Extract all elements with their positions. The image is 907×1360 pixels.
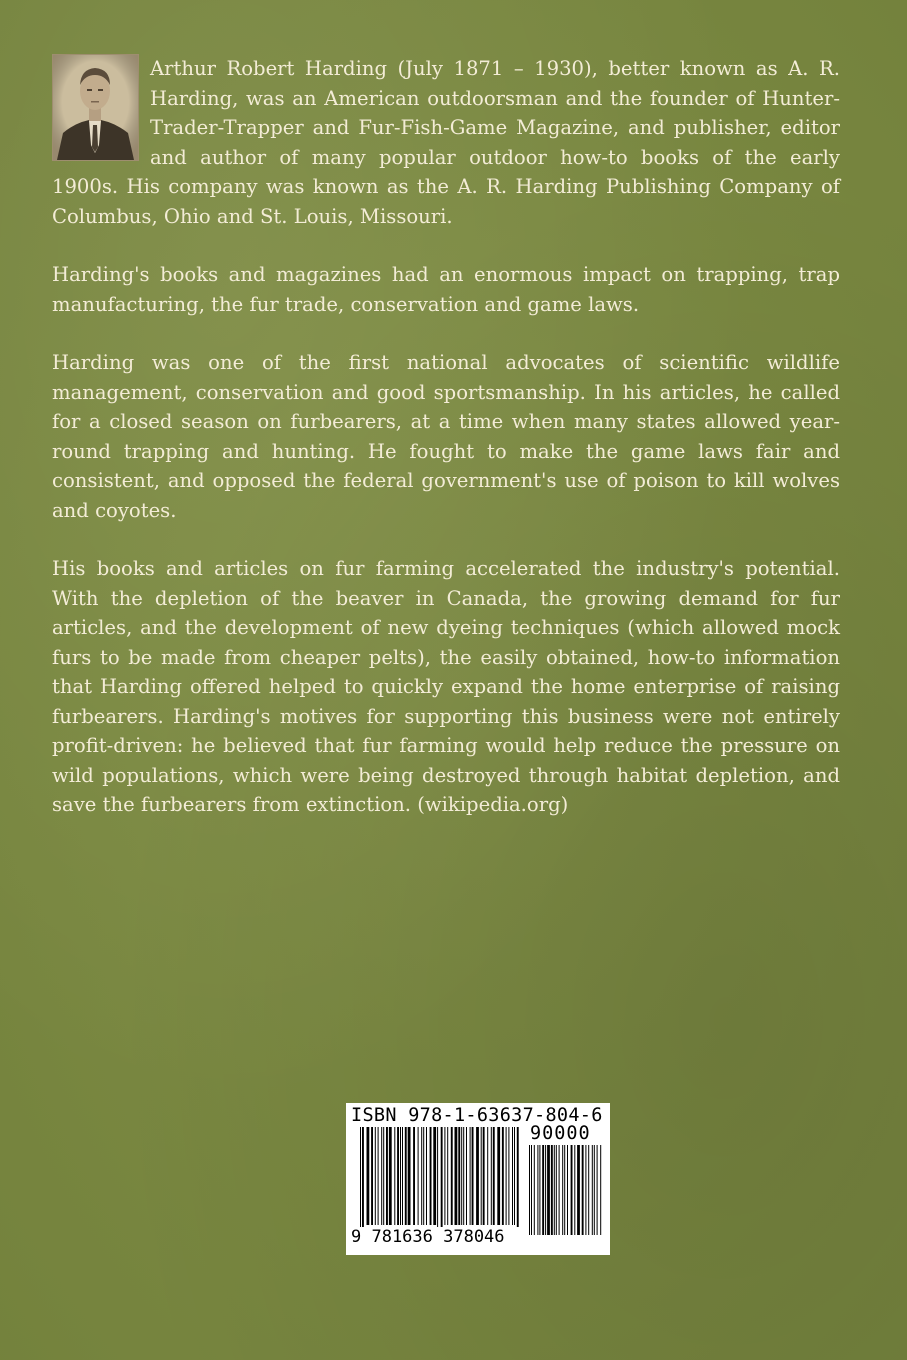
barcode-bar [466, 1127, 467, 1225]
barcode-bar [491, 1127, 492, 1225]
barcode-bar [497, 1127, 500, 1225]
barcode-bar [567, 1145, 568, 1235]
barcode-bar [455, 1127, 458, 1225]
barcode-bar [433, 1127, 436, 1225]
barcode-bar [594, 1145, 595, 1235]
barcode-bar [585, 1145, 586, 1235]
barcode-bar [542, 1145, 544, 1235]
barcode-bar [481, 1127, 482, 1225]
barcode-bar [582, 1145, 584, 1235]
barcode-bar [517, 1127, 519, 1235]
barcode-bar [547, 1145, 550, 1235]
back-cover-text [52, 54, 840, 849]
barcode-bar [537, 1145, 538, 1235]
barcode-bar [400, 1127, 401, 1225]
barcode-bar [463, 1127, 464, 1225]
barcode-bar [461, 1127, 462, 1225]
barcode-bar [574, 1145, 575, 1235]
barcode-bar [430, 1127, 432, 1225]
barcode-bar [493, 1127, 495, 1225]
barcode-bar [600, 1145, 601, 1235]
barcode-bar [360, 1127, 361, 1235]
barcode-bar [394, 1127, 395, 1225]
addon-bars [529, 1145, 604, 1245]
barcode-bar [447, 1127, 448, 1225]
barcode-bar [597, 1145, 598, 1235]
barcode-bar [402, 1127, 403, 1225]
barcode-bar [381, 1127, 382, 1225]
barcode-bar [437, 1127, 438, 1235]
author-portrait-icon [52, 54, 139, 161]
barcode-bar [421, 1127, 422, 1225]
barcode-bar [383, 1127, 384, 1225]
barcode-bar [408, 1127, 411, 1225]
barcode-bar [418, 1127, 419, 1225]
barcode-bar [472, 1127, 474, 1225]
barcode-bar [386, 1127, 388, 1225]
barcode-bar [441, 1127, 443, 1235]
barcode-bar [362, 1127, 364, 1235]
barcode-bar [502, 1127, 504, 1225]
barcode-bar [375, 1127, 376, 1225]
barcode-bar [571, 1145, 573, 1235]
barcode-bar [389, 1127, 392, 1225]
barcode-bar [378, 1127, 379, 1225]
barcode-bar [451, 1127, 453, 1225]
barcode-bar [529, 1145, 530, 1235]
barcode-bar [506, 1127, 507, 1225]
barcode-bar [564, 1145, 565, 1235]
barcode-bar [508, 1127, 509, 1225]
isbn-label: ISBN 978-1-63637-804-6 [351, 1105, 603, 1126]
barcode-bar [512, 1127, 513, 1225]
paragraph-3: Harding was one of the first national advocates of scientific wildlife management, conservation and good sportsmanship. In his articles, he called for a closed season on furbearers, at a time when many states allowed year-round trapping and hunting. He fought to make the game laws fair and consistent, and opposed the federal government's use of poison to kill wolves and coyotes. [52, 351, 840, 522]
barcode-bar [556, 1145, 557, 1235]
barcode-bar [426, 1127, 427, 1225]
barcode-bar [592, 1145, 593, 1235]
barcode-bar [413, 1127, 415, 1225]
barcode-bar [367, 1127, 370, 1225]
price-code: 90000 [530, 1123, 591, 1144]
barcode-bar [539, 1145, 540, 1235]
barcode-bar [483, 1127, 485, 1225]
barcode-bar [470, 1127, 471, 1225]
barcode-bar [423, 1127, 424, 1225]
barcode-bar [577, 1145, 580, 1235]
barcode-bar [397, 1127, 399, 1225]
barcode-bar [487, 1127, 488, 1225]
barcode-bar [405, 1127, 407, 1225]
barcode-bar [545, 1145, 546, 1235]
barcode-bar [476, 1127, 479, 1225]
paragraph-1: Arthur Robert Harding (July 1871 – 1930), better known as A. R. Harding, was an American outdoorsman and the founder of Hunter-Trader-Trapper and Fur-Fish-Game Magazine, and publisher, editor and author of many popular outdoor how-to books of the early 1900s. His company was known as the A. R. Harding Publishing Company of Columbus, Ohio and St. Louis, Missouri. [52, 57, 840, 228]
barcode-bar [531, 1145, 532, 1235]
barcode-bar [534, 1145, 535, 1235]
barcode-bar [562, 1145, 563, 1235]
ean13-bars [360, 1127, 520, 1235]
paragraph-4: His books and articles on fur farming accelerated the industry's potential. With the depletion of the beaver in Canada, the growing demand for fur articles, and the development of new dyeing techniques (which allowed mock furs to be made from cheaper pelts), the easily obtained, how-to information that Harding offered helped to quickly expand the home enterprise of raising furbearers. Harding's motives for supporting this business were not entirely profit-driven: he believed that fur farming would help reduce the pressure on wild populations, which were being destroyed through habitat depletion, and save the furbearers from extinction. (wikipedia.org) [52, 557, 840, 816]
barcode-bar [559, 1145, 560, 1235]
barcode-bar [371, 1127, 373, 1225]
barcode-bar [514, 1127, 515, 1225]
barcode-bar [551, 1145, 553, 1235]
ean-digits: 9 781636 378046 [351, 1227, 521, 1247]
barcode-bar [458, 1127, 460, 1225]
isbn-barcode [346, 1103, 610, 1255]
barcode-bar [444, 1127, 445, 1225]
barcode-bar [554, 1145, 555, 1235]
paragraph-2: Harding's books and magazines had an enormous impact on trapping, trap manufacturing, the fur trade, conservation and game laws. [52, 263, 840, 316]
barcode-bar [588, 1145, 589, 1235]
